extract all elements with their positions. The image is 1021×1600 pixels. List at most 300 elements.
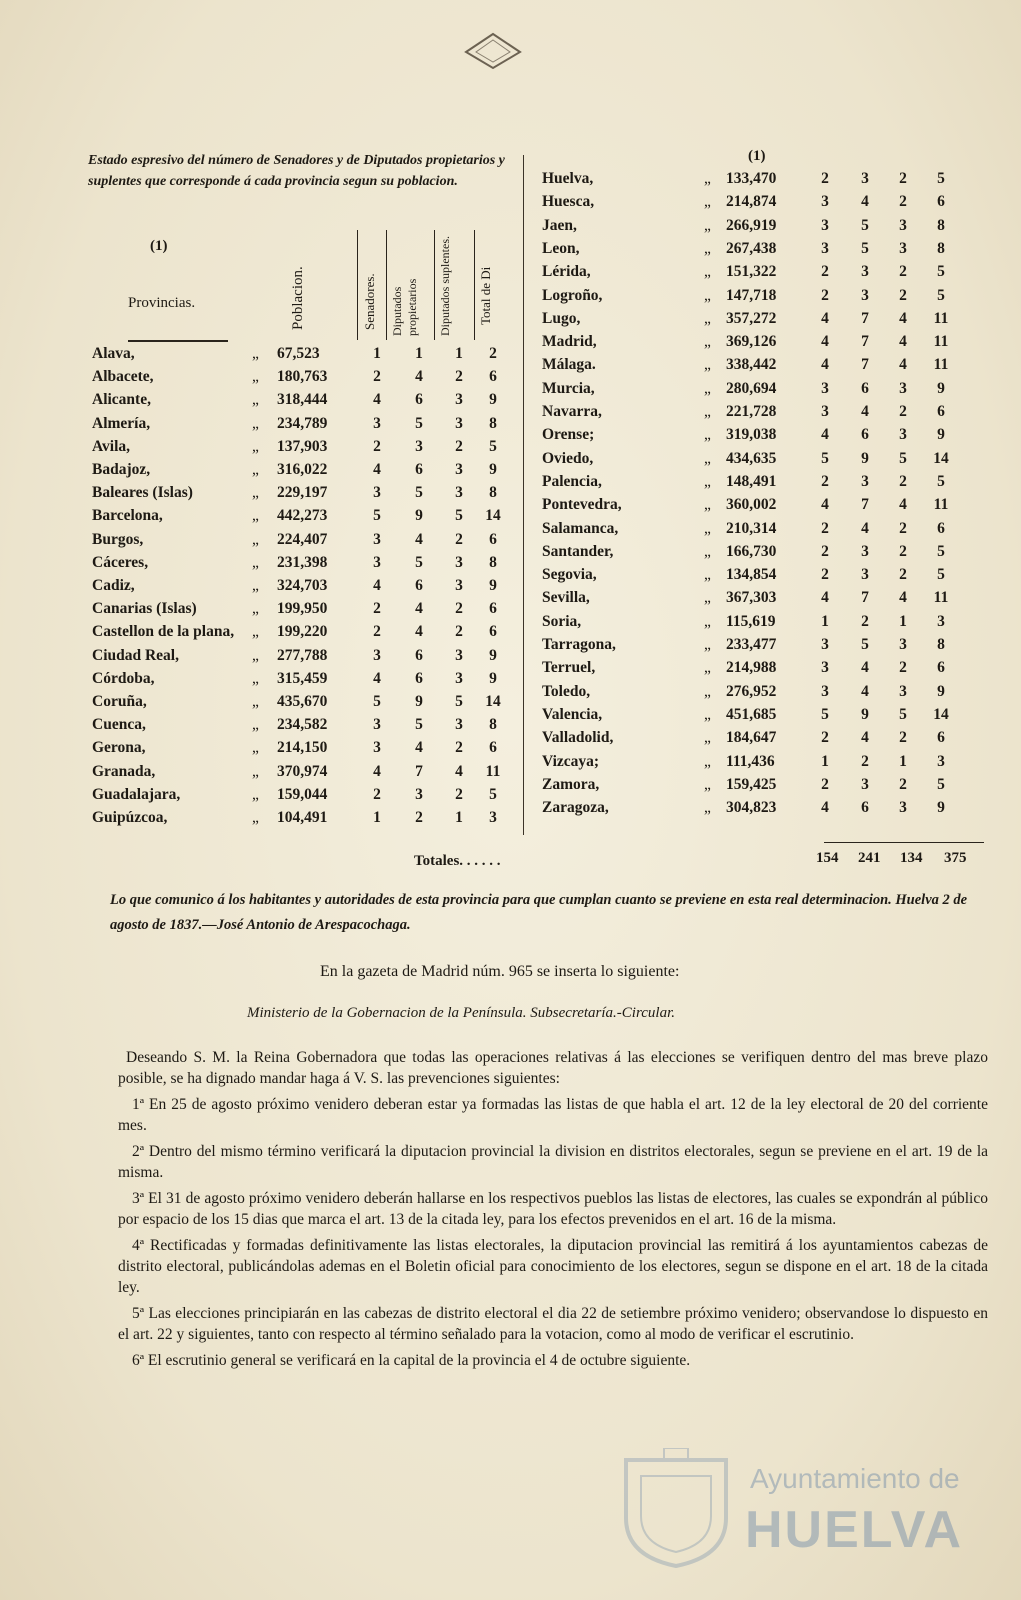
senadores-value: 4	[821, 356, 829, 374]
diputados-suplentes-value: 2	[899, 775, 907, 793]
ditto-mark: „	[704, 379, 711, 397]
diputados-suplentes-value: 4	[899, 589, 907, 607]
diputados-propietarios-value: 6	[861, 799, 869, 817]
total-diputados-suplentes: 134	[900, 850, 923, 866]
header-diputados-propietarios: Diputados propietarios	[390, 278, 419, 336]
total-value: 14	[485, 693, 501, 710]
province-name: Pontevedra,	[542, 496, 622, 514]
ditto-mark: „	[704, 636, 711, 653]
table-row	[542, 263, 982, 287]
diputados-suplentes-value: 3	[455, 669, 463, 687]
table-row	[542, 333, 982, 357]
gazeta-heading: En la gazeta de Madrid núm. 965 se inserta lo siguiente:	[320, 963, 680, 980]
diputados-propietarios-value: 3	[861, 542, 869, 560]
ditto-mark: „	[704, 403, 711, 420]
province-name: Alava,	[92, 345, 135, 362]
total-value: 6	[489, 530, 497, 548]
ditto-mark: „	[252, 693, 259, 710]
ditto-mark: „	[704, 170, 711, 187]
total-value: 6	[937, 193, 945, 211]
diputados-suplentes-value: 2	[899, 193, 907, 211]
population-value: 104,491	[277, 809, 328, 826]
header-rule	[128, 340, 228, 342]
diputados-suplentes-value: 3	[899, 426, 907, 444]
province-name: Guadalajara,	[92, 785, 181, 803]
ditto-mark: „	[704, 682, 711, 700]
population-value: 151,322	[726, 263, 777, 281]
table-row	[92, 577, 512, 601]
senadores-value: 3	[821, 239, 829, 257]
ditto-mark: „	[252, 646, 259, 664]
senadores-value: 1	[821, 612, 829, 630]
population-value: 267,438	[726, 239, 777, 257]
table-row	[92, 763, 512, 787]
province-name: Navarra,	[542, 403, 602, 420]
province-name: Valladolid,	[542, 729, 614, 747]
diputados-suplentes-value: 3	[899, 636, 907, 653]
province-name: Badajoz,	[92, 461, 151, 478]
totals-rule	[824, 842, 984, 843]
table-row	[542, 170, 982, 194]
ditto-mark: „	[704, 519, 711, 537]
table-row	[542, 403, 982, 427]
senadores-value: 5	[373, 507, 381, 525]
header-dip-supl-box	[436, 232, 474, 340]
senadores-value: 4	[821, 799, 829, 817]
diputados-suplentes-value: 1	[455, 809, 463, 826]
diputados-propietarios-value: 4	[861, 403, 869, 420]
senadores-value: 2	[821, 519, 829, 537]
table-row	[542, 683, 982, 707]
diputados-propietarios-value: 1	[415, 345, 423, 362]
population-value: 360,002	[726, 496, 777, 514]
senadores-value: 3	[373, 530, 381, 548]
diputados-propietarios-value: 5	[415, 414, 423, 432]
table-row	[92, 345, 512, 369]
senadores-value: 2	[821, 263, 829, 281]
closing-note: Lo que comunico á los habitantes y autoridades de esta provincia para que cumplan cuanto se previene en esta real determinacion. Huelva 2 de agosto de 1837.—José Antonio de Arespacochaga.	[110, 892, 968, 933]
diputados-propietarios-value: 5	[415, 716, 423, 734]
diputados-propietarios-value: 4	[861, 659, 869, 677]
population-value: 214,874	[726, 193, 777, 211]
senadores-value: 3	[373, 484, 381, 502]
diputados-propietarios-value: 5	[415, 484, 423, 502]
diputados-suplentes-value: 3	[455, 391, 463, 409]
table-row	[92, 415, 512, 439]
total-value: 6	[489, 600, 497, 618]
diputados-propietarios-value: 3	[861, 263, 869, 281]
province-name: Gerona,	[92, 739, 146, 757]
ditto-mark: „	[252, 785, 259, 803]
senadores-value: 4	[821, 333, 829, 351]
diputados-propietarios-value: 3	[861, 170, 869, 187]
diputados-suplentes-value: 2	[455, 600, 463, 618]
table-note-number-right: (1)	[748, 148, 766, 164]
diputados-suplentes-value: 2	[899, 170, 907, 187]
population-value: 280,694	[726, 379, 777, 397]
total-value: 6	[489, 623, 497, 641]
diputados-suplentes-value: 2	[899, 566, 907, 584]
total-value: 9	[937, 682, 945, 700]
diputados-propietarios-value: 4	[861, 729, 869, 747]
province-name: Burgos,	[92, 530, 144, 548]
total-value: 3	[937, 612, 945, 630]
total-general: 375	[944, 850, 967, 866]
diputados-propietarios-value: 9	[861, 705, 869, 723]
diputados-suplentes-value: 2	[899, 659, 907, 677]
table-row	[92, 507, 512, 531]
paragraph-4: 4ª Rectificadas y formadas definitivamente las listas electorales, la diputacion provincial las remitirá á los ayuntamientos cabezas de distrito electoral, publicándolas ademas en el Boletin oficial para conocimiento de los electores, segun se dispone en el art. 18 de la citada ley.	[118, 1237, 988, 1296]
senadores-value: 3	[373, 553, 381, 571]
diputados-propietarios-value: 6	[415, 577, 423, 594]
senadores-value: 5	[373, 693, 381, 710]
ditto-mark: „	[704, 309, 711, 327]
table-row	[92, 716, 512, 740]
table-row	[92, 693, 512, 717]
province-name: Huesca,	[542, 193, 595, 211]
population-value: 166,730	[726, 542, 777, 560]
diputados-suplentes-value: 2	[455, 785, 463, 803]
population-value: 304,823	[726, 799, 777, 817]
header-divider	[434, 230, 435, 340]
senadores-value: 4	[373, 577, 381, 594]
senadores-value: 4	[821, 426, 829, 444]
total-value: 11	[933, 309, 949, 327]
ditto-mark: „	[252, 484, 259, 502]
diputados-suplentes-value: 4	[899, 356, 907, 374]
senadores-value: 3	[821, 193, 829, 211]
total-value: 9	[489, 461, 497, 478]
paragraph-6: 6ª El escrutinio general se verificará en la capital de la provincia el 4 de octubre siguiente.	[132, 1352, 691, 1369]
population-value: 315,459	[277, 669, 328, 687]
province-name: Segovia,	[542, 566, 597, 584]
diputados-propietarios-value: 7	[861, 309, 869, 327]
senadores-value: 2	[373, 600, 381, 618]
total-value: 11	[933, 356, 949, 374]
diputados-propietarios-value: 7	[415, 762, 423, 780]
province-name: Canarias (Islas)	[92, 600, 197, 618]
population-value: 276,952	[726, 682, 777, 700]
diputados-propietarios-value: 2	[415, 809, 423, 826]
diputados-suplentes-value: 1	[455, 345, 463, 362]
diamond-ornament-icon	[458, 30, 528, 70]
ditto-mark: „	[704, 659, 711, 677]
table-row	[542, 310, 982, 334]
population-value: 370,974	[277, 762, 328, 780]
diputados-suplentes-value: 3	[455, 553, 463, 571]
diputados-propietarios-value: 5	[861, 216, 869, 234]
diputados-suplentes-value: 2	[899, 263, 907, 281]
ditto-mark: „	[704, 496, 711, 514]
diputados-suplentes-value: 5	[455, 507, 463, 525]
senadores-value: 3	[373, 414, 381, 432]
paragraph-1: 1ª En 25 de agosto próximo venidero deberan estar ya formadas las listas de que habla el art. 12 de la ley electoral de 20 del corriente mes.	[118, 1096, 988, 1134]
province-name: Sevilla,	[542, 589, 590, 607]
senadores-value: 3	[373, 646, 381, 664]
table-row	[542, 473, 982, 497]
ditto-mark: „	[704, 612, 711, 630]
ditto-mark: „	[704, 356, 711, 374]
population-value: 229,197	[277, 484, 328, 502]
province-name: Cuenca,	[92, 716, 146, 734]
diputados-propietarios-value: 5	[415, 553, 423, 571]
header-divider	[386, 230, 387, 340]
total-value: 5	[937, 263, 945, 281]
ditto-mark: „	[704, 426, 711, 444]
table-row	[542, 776, 982, 800]
diputados-propietarios-value: 9	[415, 507, 423, 525]
senadores-value: 3	[821, 216, 829, 234]
diputados-propietarios-value: 4	[415, 623, 423, 641]
province-name: Orense;	[542, 426, 595, 444]
diputados-propietarios-value: 4	[861, 682, 869, 700]
province-name: Coruña,	[92, 693, 147, 710]
diputados-propietarios-value: 7	[861, 589, 869, 607]
total-value: 9	[489, 646, 497, 664]
senadores-value: 3	[373, 716, 381, 734]
ministerio-heading: Ministerio de la Gobernacion de la Península. Subsecretaría.-Circular.	[247, 1005, 676, 1021]
province-name: Soria,	[542, 612, 582, 630]
ditto-mark: „	[704, 286, 711, 304]
population-value: 234,789	[277, 414, 328, 432]
senadores-value: 2	[821, 775, 829, 793]
senadores-value: 2	[373, 437, 381, 455]
province-name: Palencia,	[542, 472, 602, 490]
total-value: 8	[937, 636, 945, 653]
province-name: Terruel,	[542, 659, 596, 677]
total-value: 6	[489, 368, 497, 386]
table-row	[542, 240, 982, 264]
total-value: 11	[933, 589, 949, 607]
senadores-value: 4	[373, 461, 381, 478]
population-value: 224,407	[277, 530, 328, 548]
total-value: 6	[937, 519, 945, 537]
diputados-propietarios-value: 2	[861, 752, 869, 770]
diputados-propietarios-value: 7	[861, 356, 869, 374]
diputados-suplentes-value: 3	[455, 716, 463, 734]
table-row	[92, 531, 512, 555]
province-name: Santander,	[542, 542, 614, 560]
senadores-value: 2	[821, 170, 829, 187]
diputados-propietarios-value: 2	[861, 612, 869, 630]
header-divider	[474, 230, 475, 340]
watermark-line1: Ayuntamiento de	[750, 1463, 960, 1494]
senadores-value: 2	[821, 472, 829, 490]
header-senadores: Senadores.	[362, 273, 377, 330]
ditto-mark: „	[704, 542, 711, 560]
table-row	[542, 753, 982, 777]
senadores-value: 4	[821, 496, 829, 514]
diputados-suplentes-value: 4	[899, 309, 907, 327]
population-value: 367,303	[726, 589, 777, 607]
diputados-propietarios-value: 9	[415, 693, 423, 710]
total-value: 8	[489, 414, 497, 432]
diputados-suplentes-value: 2	[455, 739, 463, 757]
ditto-mark: „	[704, 239, 711, 257]
total-value: 5	[937, 775, 945, 793]
senadores-value: 5	[821, 705, 829, 723]
population-value: 357,272	[726, 309, 777, 327]
senadores-value: 2	[373, 785, 381, 803]
diputados-suplentes-value: 1	[899, 612, 907, 630]
ditto-mark: „	[252, 577, 259, 594]
province-name: Salamanca,	[542, 519, 619, 537]
diputados-propietarios-value: 3	[415, 785, 423, 803]
diputados-propietarios-value: 4	[861, 193, 869, 211]
diputados-suplentes-value: 2	[455, 368, 463, 386]
population-value: 277,788	[277, 646, 328, 664]
province-name: Zamora,	[542, 775, 600, 793]
ditto-mark: „	[252, 739, 259, 757]
ditto-mark: „	[704, 216, 711, 234]
total-value: 8	[489, 553, 497, 571]
total-value: 2	[489, 345, 497, 362]
table-row	[92, 786, 512, 810]
table-row	[542, 566, 982, 590]
population-value: 210,314	[726, 519, 777, 537]
table-row	[92, 368, 512, 392]
population-value: 111,436	[726, 752, 775, 770]
province-name: Granada,	[92, 762, 156, 780]
total-value: 9	[937, 426, 945, 444]
total-value: 8	[489, 484, 497, 502]
population-value: 435,670	[277, 693, 328, 710]
total-value: 9	[937, 799, 945, 817]
total-value: 14	[933, 705, 949, 723]
population-value: 319,038	[726, 426, 777, 444]
ditto-mark: „	[252, 716, 259, 734]
header-poblacion: Poblacion.	[290, 266, 306, 330]
province-name: Albacete,	[92, 368, 154, 386]
total-value: 5	[937, 170, 945, 187]
senadores-value: 1	[373, 345, 381, 362]
diputados-propietarios-value: 6	[861, 426, 869, 444]
table-row	[542, 356, 982, 380]
diputados-suplentes-value: 5	[899, 449, 907, 467]
diputados-suplentes-value: 3	[899, 216, 907, 234]
diputados-propietarios-value: 5	[861, 636, 869, 653]
diputados-suplentes-value: 5	[899, 705, 907, 723]
province-name: Murcia,	[542, 379, 595, 397]
table-row	[542, 380, 982, 404]
ditto-mark: „	[252, 507, 259, 525]
population-value: 148,491	[726, 472, 777, 490]
population-value: 199,950	[277, 600, 328, 618]
province-name: Avila,	[92, 437, 131, 455]
total-value: 9	[937, 379, 945, 397]
population-value: 338,442	[726, 356, 777, 374]
population-value: 147,718	[726, 286, 777, 304]
total-value: 5	[937, 286, 945, 304]
paragraph-intro: Deseando S. M. la Reina Gobernadora que todas las operaciones relativas á las elecciones se verifiquen dentro del mas breve plazo posible, se ha dignado mandar haga á V. S. las prevenciones siguientes:	[118, 1049, 988, 1087]
population-value: 214,988	[726, 659, 777, 677]
ditto-mark: „	[252, 762, 259, 780]
population-value: 67,523	[277, 345, 320, 362]
table-row	[92, 600, 512, 624]
diputados-propietarios-value: 4	[415, 368, 423, 386]
diputados-suplentes-value: 2	[455, 623, 463, 641]
ditto-mark: „	[704, 752, 711, 770]
ditto-mark: „	[252, 600, 259, 618]
province-name: Almería,	[92, 414, 151, 432]
total-value: 14	[933, 449, 949, 467]
table-title: Estado espresivo del número de Senadores y de Diputados propietarios y suplentes que corresponde á cada provincia segun su poblacion.	[88, 153, 505, 189]
diputados-propietarios-value: 6	[415, 669, 423, 687]
population-value: 318,444	[277, 391, 328, 409]
ditto-mark: „	[704, 566, 711, 584]
province-name: Barcelona,	[92, 507, 163, 525]
total-value: 8	[489, 716, 497, 734]
province-name: Baleares (Islas)	[92, 484, 193, 502]
population-value: 199,220	[277, 623, 328, 641]
diputados-suplentes-value: 4	[899, 496, 907, 514]
ditto-mark: „	[704, 263, 711, 281]
diputados-suplentes-value: 3	[455, 577, 463, 594]
population-value: 434,635	[726, 449, 777, 467]
watermark-line2: HUELVA	[745, 1501, 964, 1559]
table-row	[92, 554, 512, 578]
ditto-mark: „	[704, 729, 711, 747]
senadores-value: 1	[373, 809, 381, 826]
population-value: 266,919	[726, 216, 777, 234]
diputados-propietarios-value: 9	[861, 449, 869, 467]
population-value: 451,685	[726, 705, 777, 723]
population-value: 233,477	[726, 636, 777, 653]
table-row	[542, 589, 982, 613]
population-value: 159,425	[726, 775, 777, 793]
ditto-mark: „	[704, 193, 711, 211]
province-name: Huelva,	[542, 170, 594, 187]
ditto-mark: „	[252, 553, 259, 571]
diputados-suplentes-value: 3	[899, 379, 907, 397]
table-row	[92, 623, 512, 647]
senadores-value: 3	[821, 379, 829, 397]
table-row	[92, 461, 512, 485]
header-total: Total de Di	[478, 266, 493, 325]
diputados-suplentes-value: 4	[899, 333, 907, 351]
senadores-value: 2	[821, 286, 829, 304]
diputados-propietarios-value: 3	[861, 566, 869, 584]
total-value: 9	[489, 669, 497, 687]
table-row	[542, 193, 982, 217]
diputados-suplentes-value: 3	[899, 239, 907, 257]
population-value: 324,703	[277, 577, 328, 594]
diputados-propietarios-value: 3	[861, 775, 869, 793]
diputados-propietarios-value: 6	[415, 461, 423, 478]
ditto-mark: „	[252, 345, 259, 362]
province-name: Ciudad Real,	[92, 646, 179, 664]
province-name: Cadiz,	[92, 577, 135, 594]
province-name: Zaragoza,	[542, 799, 609, 817]
table-row	[92, 739, 512, 763]
population-value: 316,022	[277, 461, 328, 478]
senadores-value: 2	[821, 542, 829, 560]
population-value: 134,854	[726, 566, 777, 584]
diputados-suplentes-value: 4	[455, 762, 463, 780]
paragraph-2: 2ª Dentro del mismo término verificará la diputacion provincial la division en distritos electorales, segun se previene en el art. 19 de la misma.	[118, 1143, 988, 1181]
total-diputados-propietarios: 241	[858, 850, 881, 866]
diputados-suplentes-value: 2	[899, 472, 907, 490]
province-name: Cáceres,	[92, 553, 149, 571]
diputados-propietarios-value: 6	[415, 391, 423, 409]
total-value: 9	[489, 391, 497, 409]
senadores-value: 3	[821, 403, 829, 420]
total-value: 5	[489, 437, 497, 455]
senadores-value: 2	[821, 729, 829, 747]
province-name: Lugo,	[542, 309, 581, 327]
table-row	[542, 450, 982, 474]
table-row	[542, 613, 982, 637]
